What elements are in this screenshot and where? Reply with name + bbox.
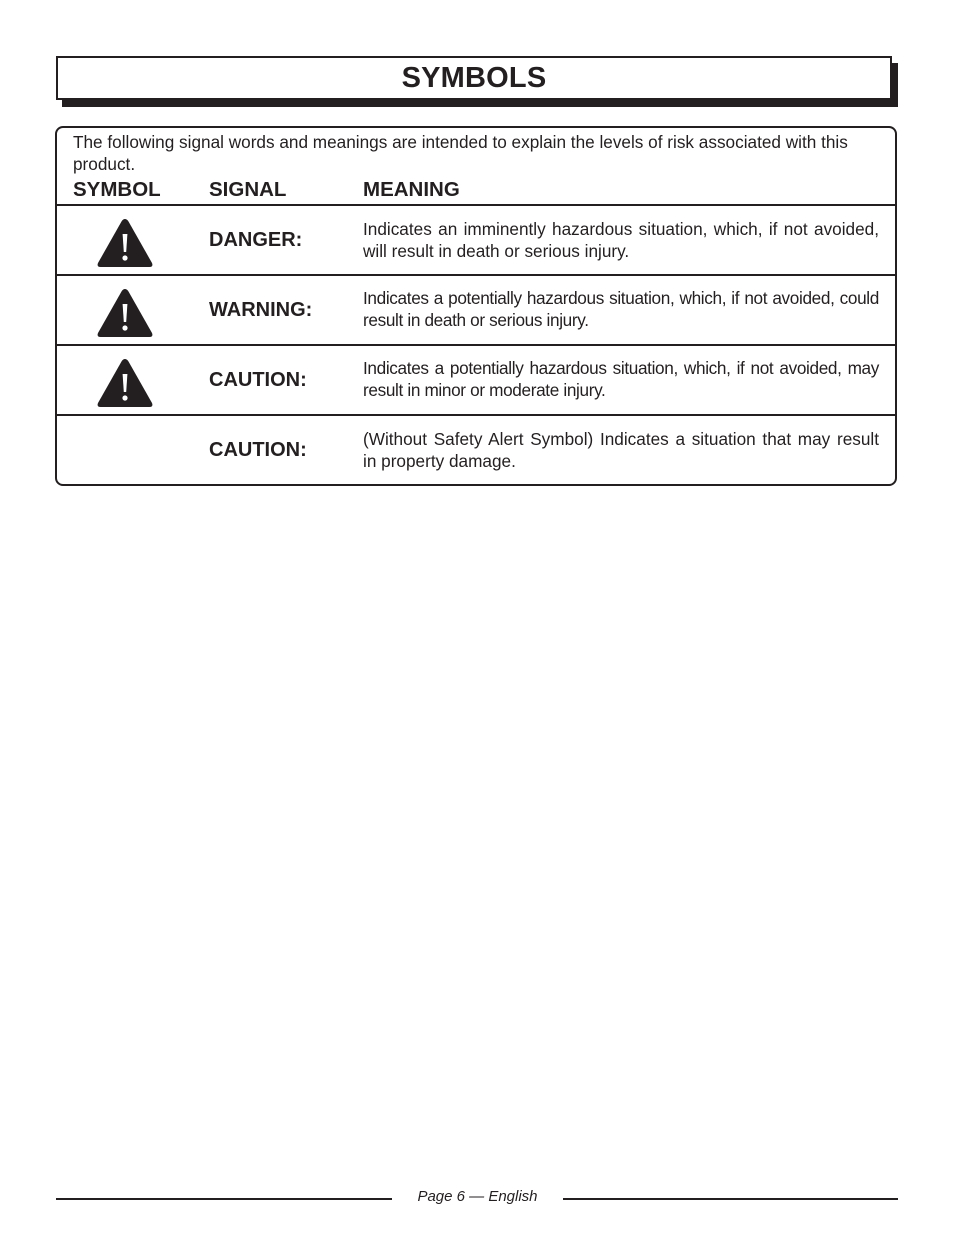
column-header-meaning: MEANING [363,178,460,201]
table-row-caution-with-symbol [57,344,895,414]
page-title: SYMBOLS [401,61,547,94]
footer-rule-right [563,1198,898,1200]
intro-text: The following signal words and meanings are intended to explain the levels of risk associated with this product. [73,132,848,174]
column-header-symbol: SYMBOL [73,178,161,201]
meaning-warning: Indicates a potentially hazardous situation, which, if not avoided, could result in death or serious injury. [363,288,879,330]
signal-word-danger: DANGER: [209,228,303,251]
meaning-caution-no-symbol: (Without Safety Alert Symbol) Indicates a situation that may result in property damage. [363,429,879,471]
signal-word-caution-no-symbol: CAUTION: [209,438,307,461]
signal-word-caution: CAUTION: [209,368,307,391]
safety-alert-triangle-icon [96,217,154,269]
page-footer: Page 6 — English [417,1188,538,1205]
signal-word-warning: WARNING: [209,298,313,321]
table-row-warning [57,274,895,344]
signal-words-panel [55,126,897,486]
table-row-caution-no-symbol [57,414,895,484]
safety-alert-triangle-icon [96,287,154,339]
title-banner [56,56,892,100]
table-header [57,178,895,204]
meaning-danger: Indicates an imminently hazardous situation, which, if not avoided, will result in death or serious injury. [363,219,879,261]
table-row-danger [57,204,895,274]
meaning-caution: Indicates a potentially hazardous situation, which, if not avoided, may result in minor or moderate injury. [363,358,879,400]
safety-alert-triangle-icon [96,357,154,409]
column-header-signal: SIGNAL [209,178,287,201]
footer-rule-left [56,1198,392,1200]
